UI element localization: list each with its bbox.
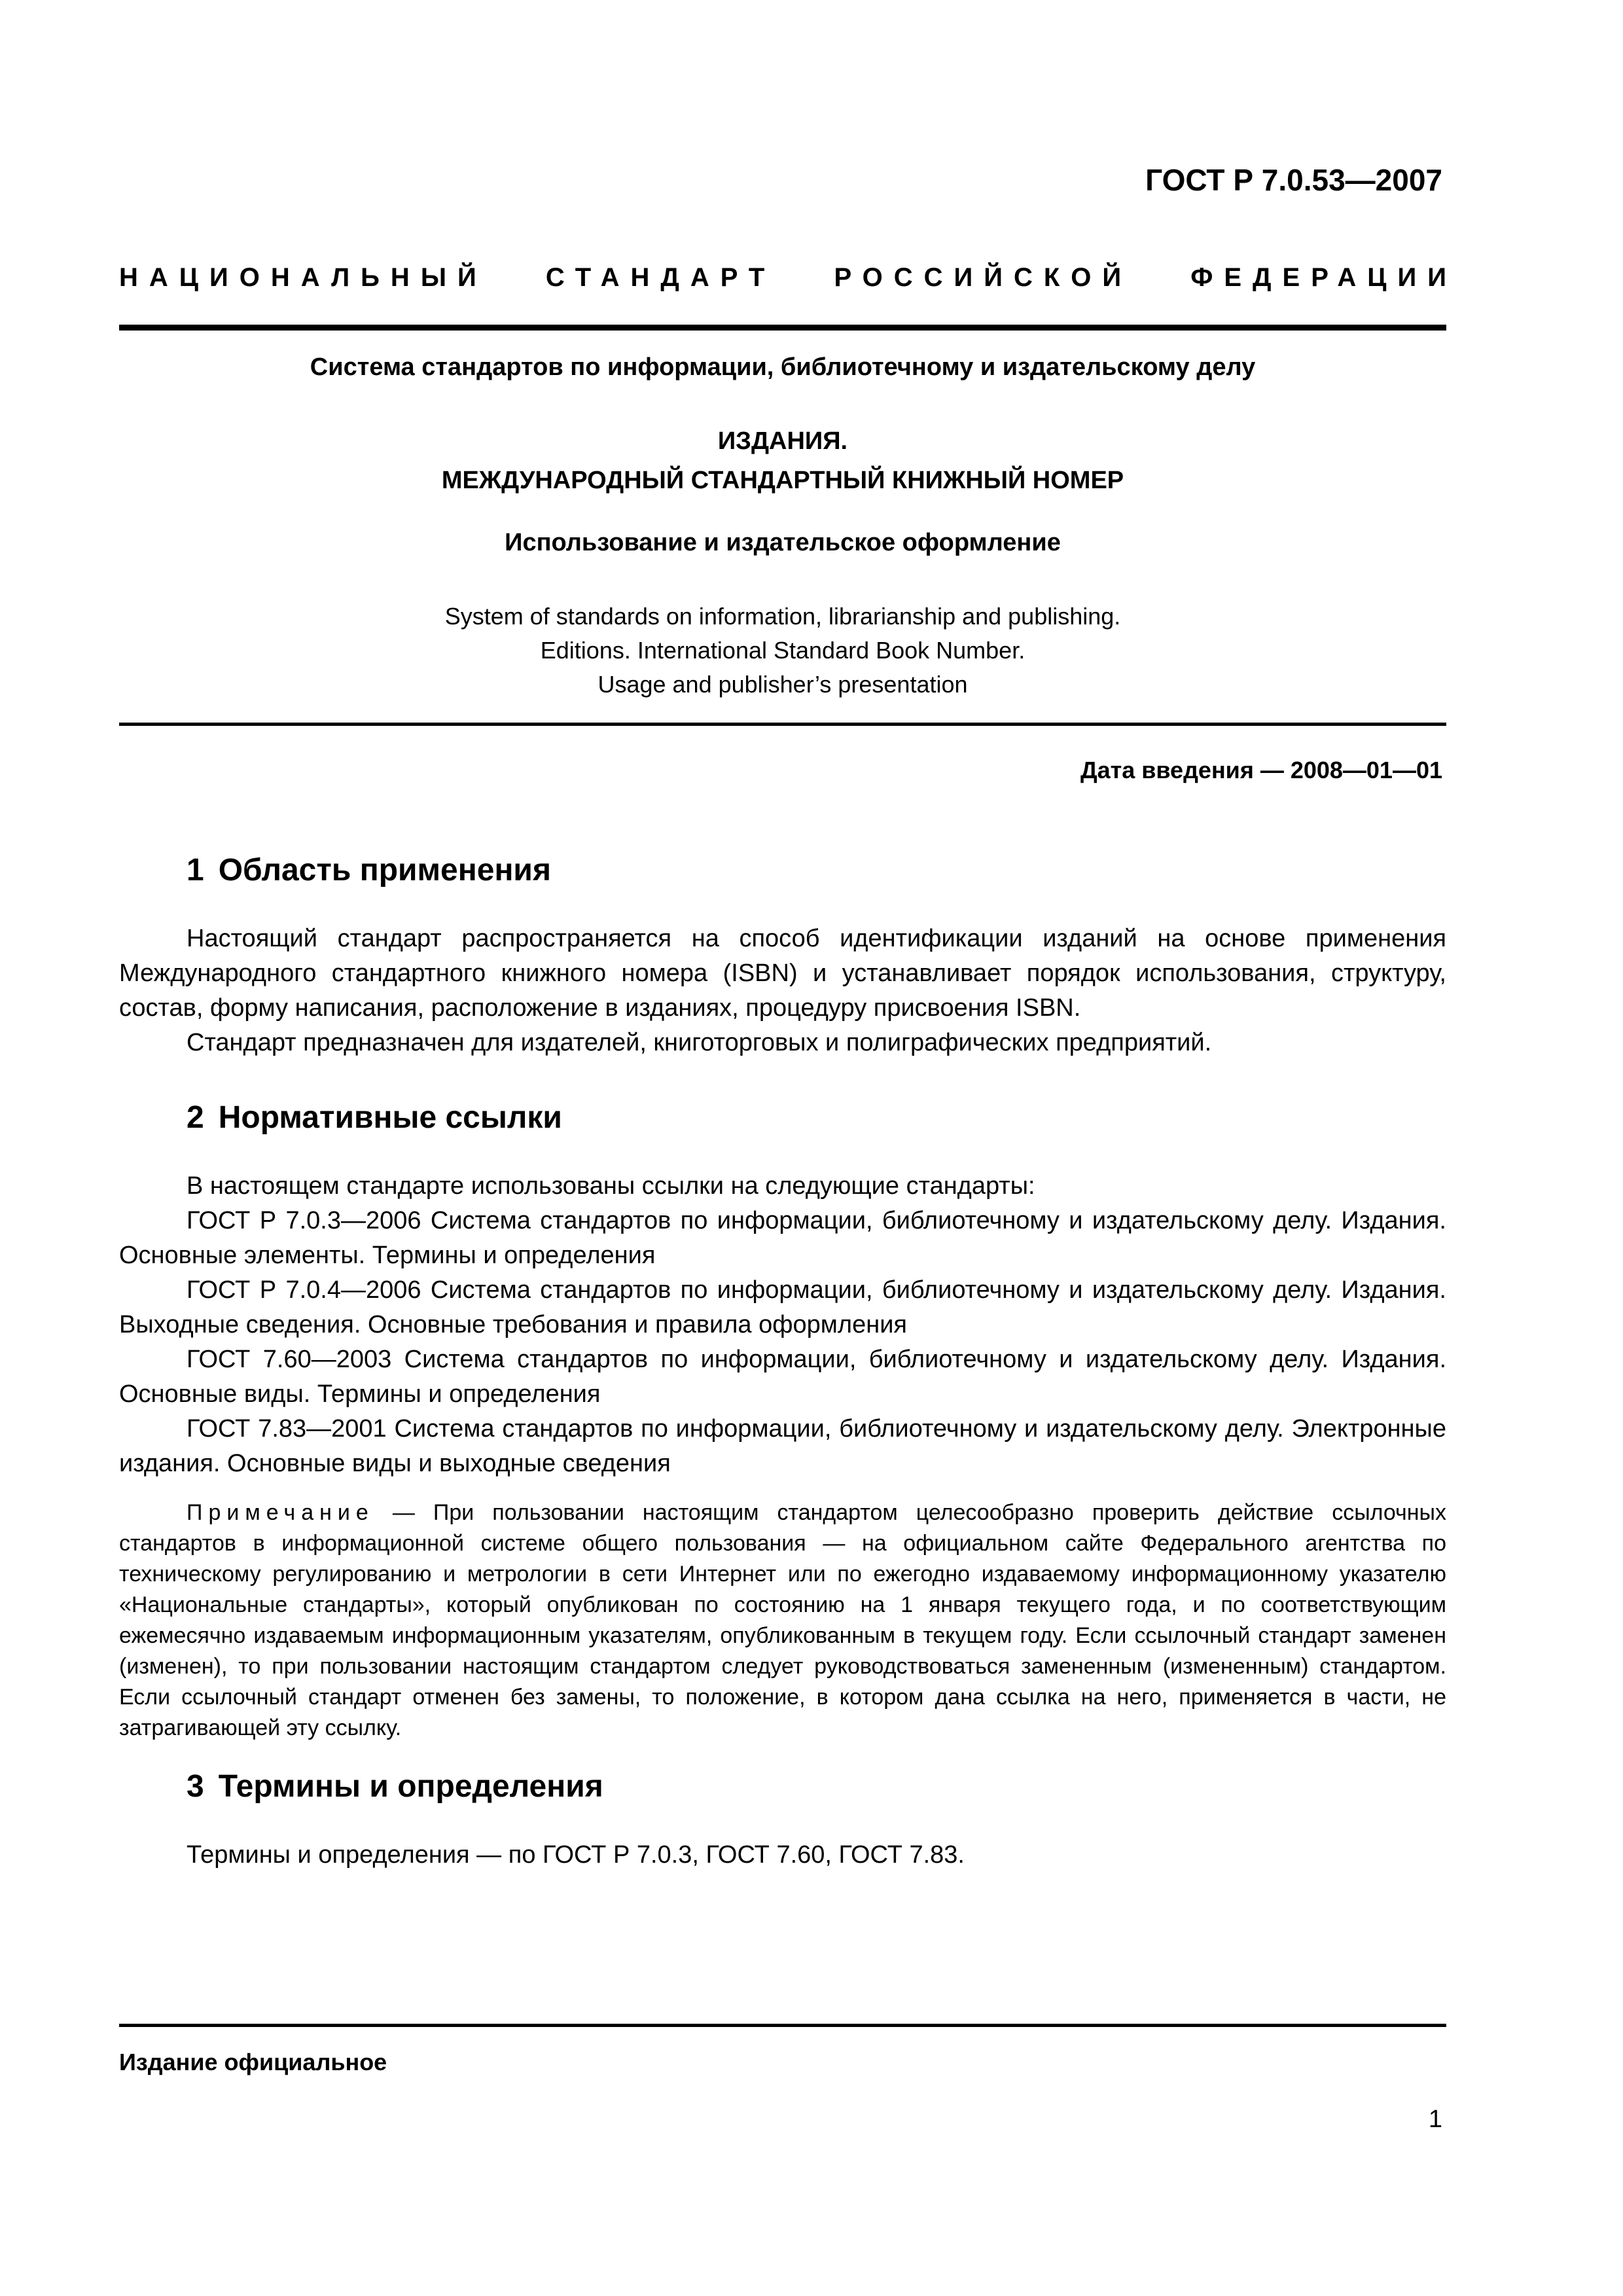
section-2-heading	[187, 1100, 562, 1136]
english-title	[119, 600, 1446, 702]
paragraph: Термины и определения — по ГОСТ Р 7.0.3, ГОСТ 7.60, ГОСТ 7.83.	[187, 1841, 965, 1869]
note-paragraph	[119, 1498, 1446, 1744]
document-subtitle: Использование и издательское оформление	[505, 529, 1061, 556]
reference-item: ГОСТ Р 7.0.4—2006 Система стандартов по информации, библиотечному и издательскому делу. Издания. Выходные сведения. Основные требования и правила оформления	[119, 1276, 1446, 1338]
banner-word: ФЕДЕРАЦИИ	[1190, 263, 1457, 292]
national-standard-banner	[119, 263, 1457, 293]
paragraph: Настоящий стандарт распространяется на способ идентификации изданий на основе применения Международного стандартного книжного номера (ISBN) и устанавливает порядок использования, структуру, состав, форму написания, расположение в изданиях, процедуру присвоения ISBN.	[119, 925, 1446, 1022]
banner-word: НАЦИОНАЛЬНЫЙ	[119, 263, 488, 292]
header-divider	[119, 325, 1446, 331]
section-title: Область применения	[218, 853, 551, 888]
system-title: Система стандартов по информации, библиотечному и издательскому делу	[310, 353, 1256, 381]
section-number: 2	[187, 1100, 204, 1135]
english-line-2: Editions. International Standard Book Number.	[540, 637, 1026, 664]
introduction-date: Дата введения — 2008—01—01	[1080, 757, 1442, 783]
section-title: Термины и определения	[218, 1769, 603, 1804]
section-1-heading	[187, 852, 551, 888]
english-line-1: System of standards on information, librarianship and publishing.	[444, 603, 1121, 630]
note-block	[119, 1498, 1446, 1744]
section-1-body	[119, 922, 1446, 1060]
reference-item: ГОСТ 7.83—2001 Система стандартов по информации, библиотечному и издательскому делу. Электронные издания. Основные виды и выходные сведения	[119, 1415, 1446, 1477]
document-title	[119, 422, 1446, 500]
section-title: Нормативные ссылки	[218, 1100, 562, 1135]
english-line-3: Usage and publisher’s presentation	[597, 671, 968, 698]
standard-code: ГОСТ Р 7.0.53—2007	[1145, 163, 1442, 197]
banner-word: РОССИЙСКОЙ	[834, 263, 1133, 292]
section-3-heading	[187, 1768, 603, 1804]
title-line-1: ИЗДАНИЯ.	[717, 427, 848, 455]
reference-item: ГОСТ 7.60—2003 Система стандартов по информации, библиотечному и издательскому делу. Издания. Основные виды. Термины и определения	[119, 1346, 1446, 1408]
note-label: Примечание	[187, 1500, 374, 1525]
section-number: 3	[187, 1769, 204, 1804]
title-divider	[119, 723, 1446, 726]
paragraph: Стандарт предназначен для издателей, книготорговых и полиграфических предприятий.	[187, 1029, 1212, 1056]
paragraph: В настоящем стандарте использованы ссылки на следующие стандарты:	[187, 1172, 1035, 1200]
section-3-body	[119, 1838, 1446, 1873]
section-2-body	[119, 1169, 1446, 1481]
title-line-2: МЕЖДУНАРОДНЫЙ СТАНДАРТНЫЙ КНИЖНЫЙ НОМЕР	[441, 467, 1124, 494]
banner-word: СТАНДАРТ	[545, 263, 776, 292]
note-text: — При пользовании настоящим стандартом целесообразно проверить действие ссылочных стандартов в информационной системе общего пользования — на официальном сайте Федерального агентства по техническому регулированию и метрологии в сети Интернет или по ежегодно издаваемому информационному указателю «Национальные стандарты», который опубликован по состоянию на 1 января текущего года, и по соответствующим ежемесячно издаваемым информационным указателям, опубликованным в текущем году. Если ссылочный стандарт заменен (изменен), то при пользовании настоящим стандартом следует руководствоваться замененным (измененным) стандартом. Если ссылочный стандарт отменен без замены, то положение, в котором дана ссылка на него, применяется в части, не затрагивающей эту ссылку.	[119, 1500, 1446, 1740]
edition-official-label: Издание официальное	[119, 2049, 387, 2075]
reference-item: ГОСТ Р 7.0.3—2006 Система стандартов по информации, библиотечному и издательскому делу. Издания. Основные элементы. Термины и определения	[119, 1207, 1446, 1269]
section-number: 1	[187, 853, 204, 888]
page-number: 1	[1428, 2106, 1442, 2133]
footer-divider	[119, 2024, 1446, 2027]
